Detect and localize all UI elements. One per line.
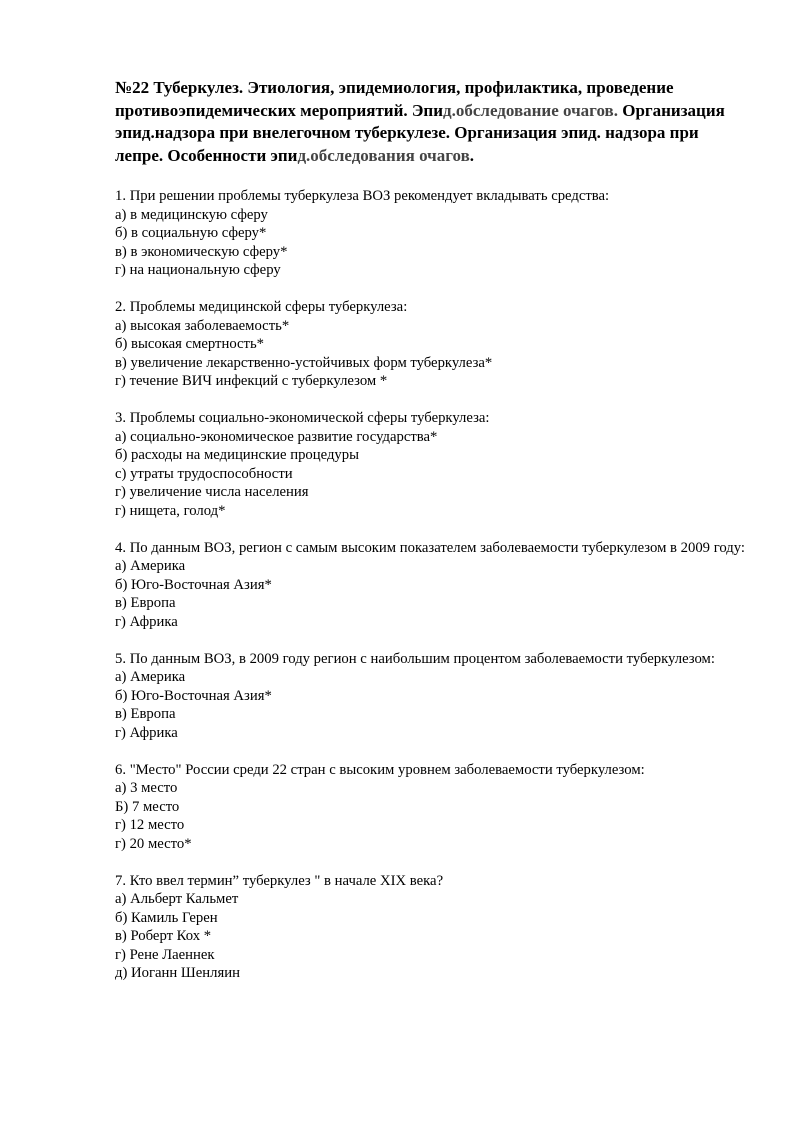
answer-option: Б) 7 место [115, 798, 180, 815]
question-text: 2. Проблемы медицинской сферы туберкулеза: [115, 299, 408, 315]
answer-option: а) социально-экономическое развитие государства* [115, 428, 438, 445]
answer-option: а) в медицинскую сферу [115, 206, 268, 223]
title-part-gray: д.обследования очагов [297, 145, 470, 165]
answer-option: г) 12 место [115, 817, 185, 833]
question-1 [115, 187, 745, 280]
answer-option: б) расходы на медицинские процедуры [115, 447, 359, 463]
answer-option: в) увеличение лекарственно-устойчивых форм туберкулеза* [115, 354, 493, 371]
question-4 [115, 539, 745, 632]
title-part: №22 Туберкулез. Этиология, эпидемиология, профилактика, проведение противоэпидемических мероприятий. Эпи [115, 78, 674, 120]
answer-option: б) в социальную сферу* [115, 225, 267, 241]
answer-option: г) на национальную сферу [115, 262, 281, 278]
answer-option: г) Африка [115, 613, 178, 630]
document-page [115, 77, 745, 1001]
answer-option: а) высокая заболеваемость* [115, 317, 290, 334]
answer-option: г) Рене Лаеннек [115, 946, 215, 963]
answer-option: г) 20 место* [115, 835, 192, 852]
answer-option: г) увеличение числа населения [115, 484, 309, 500]
question-3 [115, 409, 745, 520]
answer-option: с) утраты трудоспособности [115, 465, 293, 482]
answer-option: в) Европа [115, 706, 176, 722]
answer-option: а) Альберт Кальмет [115, 891, 239, 907]
answer-option: в) Европа [115, 595, 176, 611]
answer-option: б) высокая смертность* [115, 336, 265, 352]
answer-option: б) Юго-Восточная Азия* [115, 576, 272, 593]
answer-option: г) нищета, голод* [115, 502, 226, 519]
answer-option: в) в экономическую сферу* [115, 243, 288, 260]
title-part: . [469, 145, 475, 165]
answer-option: г) течение ВИЧ инфекций с туберкулезом * [115, 373, 388, 389]
answer-option: д) Иоганн Шенляин [115, 965, 240, 981]
document-title [115, 77, 745, 167]
title-part: Организация эпид.надзора при внелегочном туберкулезе. Организация эпид. надзора при лепре. Особенности эпи [115, 100, 725, 165]
answer-option: а) Америка [115, 669, 186, 685]
answer-option: в) Роберт Кох * [115, 928, 212, 944]
question-text: 6. "Место" России среди 22 стран с высоким уровнем заболеваемости туберкулезом: [115, 761, 645, 778]
answer-option: б) Камиль Герен [115, 909, 218, 926]
question-text: 1. При решении проблемы туберкулеза ВОЗ рекомендует вкладывать средства: [115, 188, 610, 204]
answer-option: а) 3 место [115, 780, 178, 796]
question-text: 5. По данным ВОЗ, в 2009 году регион с наибольшим процентом заболеваемости туберкулезом: [115, 650, 715, 667]
answer-option: а) Америка [115, 558, 186, 574]
question-7 [115, 872, 745, 983]
question-text: 4. По данным ВОЗ, регион с самым высоким показателем заболеваемости туберкулезом в 2009 году: [115, 539, 745, 556]
question-5 [115, 650, 745, 743]
question-text: 3. Проблемы социально-экономической сферы туберкулеза: [115, 410, 490, 426]
title-part-gray: д.обследование очагов. [443, 100, 618, 120]
question-text: 7. Кто ввел термин” туберкулез " в начале XIX века? [115, 872, 444, 889]
answer-option: г) Африка [115, 724, 178, 741]
question-6 [115, 761, 745, 854]
answer-option: б) Юго-Восточная Азия* [115, 687, 272, 704]
question-2 [115, 298, 745, 391]
